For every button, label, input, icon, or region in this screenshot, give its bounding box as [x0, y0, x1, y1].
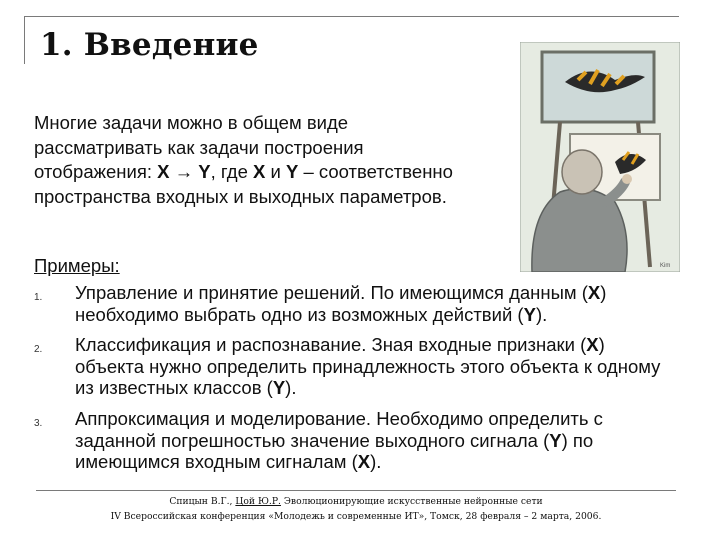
footer-line-2: IV Всероссийская конференция «Молодежь и современные ИТ», Томск, 28 февраля – 2 марта, 2006.: [110, 511, 602, 522]
arrow-symbol: →: [174, 161, 194, 182]
list-number: 3.: [34, 418, 43, 429]
item-text: Классификация и распознавание. Зная входные признаки (: [75, 334, 587, 355]
item-y: Y: [272, 377, 286, 398]
item-text: ) необходимо выбрать одно из возможных действий (: [75, 282, 607, 325]
item-text: ).: [535, 303, 548, 325]
intro-y: Y: [198, 161, 211, 182]
item-y: Y: [549, 429, 562, 451]
footer-paper-title: Эволюционирующие искусственные нейронные сети: [280, 496, 543, 507]
footer-author-underlined: Цой Ю.Р.: [235, 496, 281, 507]
footer-authors: Спицын В.Г.,: [169, 496, 236, 507]
intro-x2: X: [253, 161, 266, 182]
footer: [36, 494, 676, 524]
bottom-frame-line: [36, 490, 676, 491]
item-text: ).: [285, 377, 297, 398]
examples-label: Примеры:: [34, 255, 120, 276]
item-y: Y: [523, 303, 536, 325]
list-number: 1.: [34, 292, 43, 303]
intro-text-2: , где: [210, 161, 254, 182]
intro-paragraph: [34, 111, 474, 209]
painter-illustration-icon: [520, 42, 680, 272]
item-text: ).: [370, 451, 382, 472]
intro-and: и: [265, 161, 286, 182]
intro-x: X: [157, 161, 170, 182]
item-text: Аппроксимация и моделирование. Необходимо определить с заданной погрешностью значение выходного сигнала (: [75, 408, 603, 451]
artist-signature: Kim: [660, 263, 671, 269]
top-frame-line: [24, 16, 679, 17]
intro-text-1: Многие задачи можно в общем виде рассматривать как задачи построения отображения:: [34, 112, 364, 182]
item-x: X: [586, 334, 599, 355]
intro-y2: Y: [285, 161, 299, 182]
item-text: ) по имеющимся входным сигналам (: [75, 429, 594, 472]
intro-text-3: – соответственно пространства входных и выходных параметров.: [34, 161, 453, 207]
item-text: ) объекта нужно определить принадлежность этого объекта к одному из известных классов (: [75, 334, 661, 398]
item-x: X: [357, 451, 371, 472]
slide-title: 1. Введение: [40, 27, 259, 63]
item-x: X: [587, 282, 601, 303]
left-frame-line: [24, 16, 25, 64]
list-number: 2.: [34, 344, 43, 355]
item-text: Управление и принятие решений. По имеющимся данным (: [75, 282, 588, 303]
footer-line-1: [36, 494, 676, 509]
